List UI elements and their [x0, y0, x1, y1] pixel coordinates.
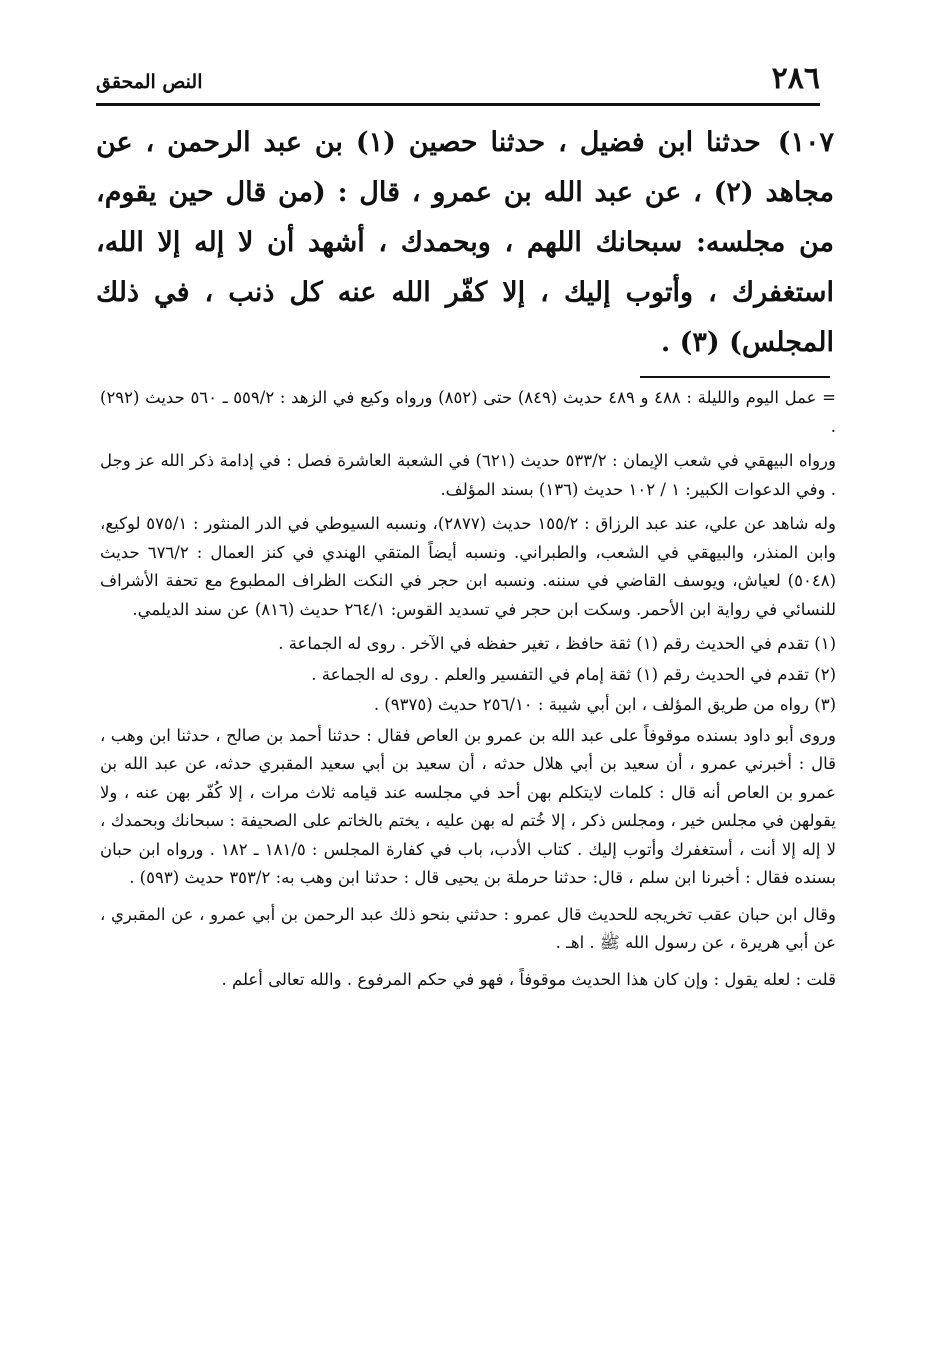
footnote-continuation: ورواه البيهقي في شعب الإيمان : ٥٣٣/٢ حديث (٦٢١) في الشعبة العاشرة فصل : في إدامة ذكر الله عز وجل . وفي الدعوات الكبير: ١ / ١٠٢ حديث (١٣٦) بسند المؤلف. — [100, 451, 836, 499]
footnote-3-detail: وقال ابن حبان عقب تخريجه للحديث قال عمرو : حدثني بنحو ذلك عبد الرحمن بن أبي عمرو ، عن المقبري ، عن أبي هريرة ، عن رسول الله ﷺ . اهـ . — [100, 904, 836, 952]
page-header — [96, 62, 820, 106]
footnote-2: (٢) تقدم في الحديث رقم (١) ثقة إمام في التفسير والعلم . روى له الجماعة . — [311, 664, 836, 684]
footnotes — [100, 384, 836, 1002]
header-rule — [96, 103, 820, 106]
footnote-continuation: = عمل اليوم والليلة : ٤٨٨ و ٤٨٩ حديث (٨٤٩) حتى (٨٥٢) ورواه وكيع في الزهد : ٥٥٩/٢ ـ ٥٦٠ حديث (٢٩٢) . — [100, 388, 836, 436]
hadith-text — [96, 118, 834, 368]
page-number: ٢٨٦ — [771, 61, 820, 96]
footnote-separator — [640, 376, 830, 378]
footnote-3-detail: قلت : لعله يقول : وإن كان هذا الحديث موقوفاً ، فهو في حكم المرفوع . والله تعالى أعلم . — [221, 969, 836, 989]
hadith-number: ١٠٧) — [777, 127, 834, 158]
hadith-body: حدثنا ابن فضيل ، حدثنا حصين (١) بن عبد الرحمن ، عن مجاهد (٢) ، عن عبد الله بن عمرو ، قال : (من قال حين يقوم، من مجلسه: سبحانك اللهم ، وبحمدك ، أشهد أن لا إله إلا الله، استغفرك ، وأتوب إليك ، إلا كفّر الله عنه كل ذنب ، في ذلك المجلس) (٣) . — [96, 127, 834, 358]
running-title: النص المحقق — [96, 71, 203, 93]
footnote-1: (١) تقدم في الحديث رقم (١) ثقة حافظ ، تغير حفظه في الآخر . روى له الجماعة . — [278, 634, 836, 653]
footnote-3: (٣) رواه من طريق المؤلف ، ابن أبي شيبة : ٢٥٦/١٠ حديث (٩٣٧٥) . — [373, 695, 836, 714]
footnote-continuation: وله شاهد عن علي، عند عبد الرزاق : ١٥٥/٢ حديث (٢٨٧٧)، ونسبه السيوطي في الدر المنثور : ٥٧٥/١ لوكيع، وابن المنذر، والبيهقي في الشعب، والطبراني. ونسبه أيضاً المتقي الهندي في كنز العمال : ٦٧٦/٢ حديث (٥٠٤٨) لعياش، ويوسف القاضي في سننه. ونسبه ابن حجر في النكت الظراف المطبوع مع تحفة الأشراف للنسائي في رواية ابن الأحمر. وسكت ابن حجر في تسديد القوس: ٢٦٤/١ حديث (٨١٦) عن سند الديلمي. — [100, 514, 837, 619]
footnote-3-detail: وروى أبو داود بسنده موقوفاً على عبد الله بن عمرو بن العاص فقال : حدثنا أحمد بن صالح ، حدثنا ابن وهب ، قال : أخبرني عمرو ، أن سعيد بن أبي هلال حدثه ، أن سعيد بن أبي سعيد المقبري حدثه، عن عبد الله بن عمرو بن العاص أنه قال : كلمات لايتكلم بهن أحد في مجلسه عند قيامه ثلاث مرات ، إلا كُفّر بهن عنه ، ولا يقولهن في مجلس خير ، ومجلس ذكر ، إلا خُتم له بهن عليه ، يختم بالخاتم على الصحيفة : سبحانك وبحمدك ، لا إله إلا أنت ، أستغفرك وأتوب إليك . كتاب الأدب، باب في كفارة المجلس : ١٨١/٥ ـ ١٨٢ . ورواه ابن حبان بسنده فقال : أخبرنا ابن سلم ، قال: حدثنا حرملة بن يحيى قال : حدثنا ابن وهب به: ٣٥٣/٢ حديث (٥٩٣) . — [100, 725, 837, 887]
